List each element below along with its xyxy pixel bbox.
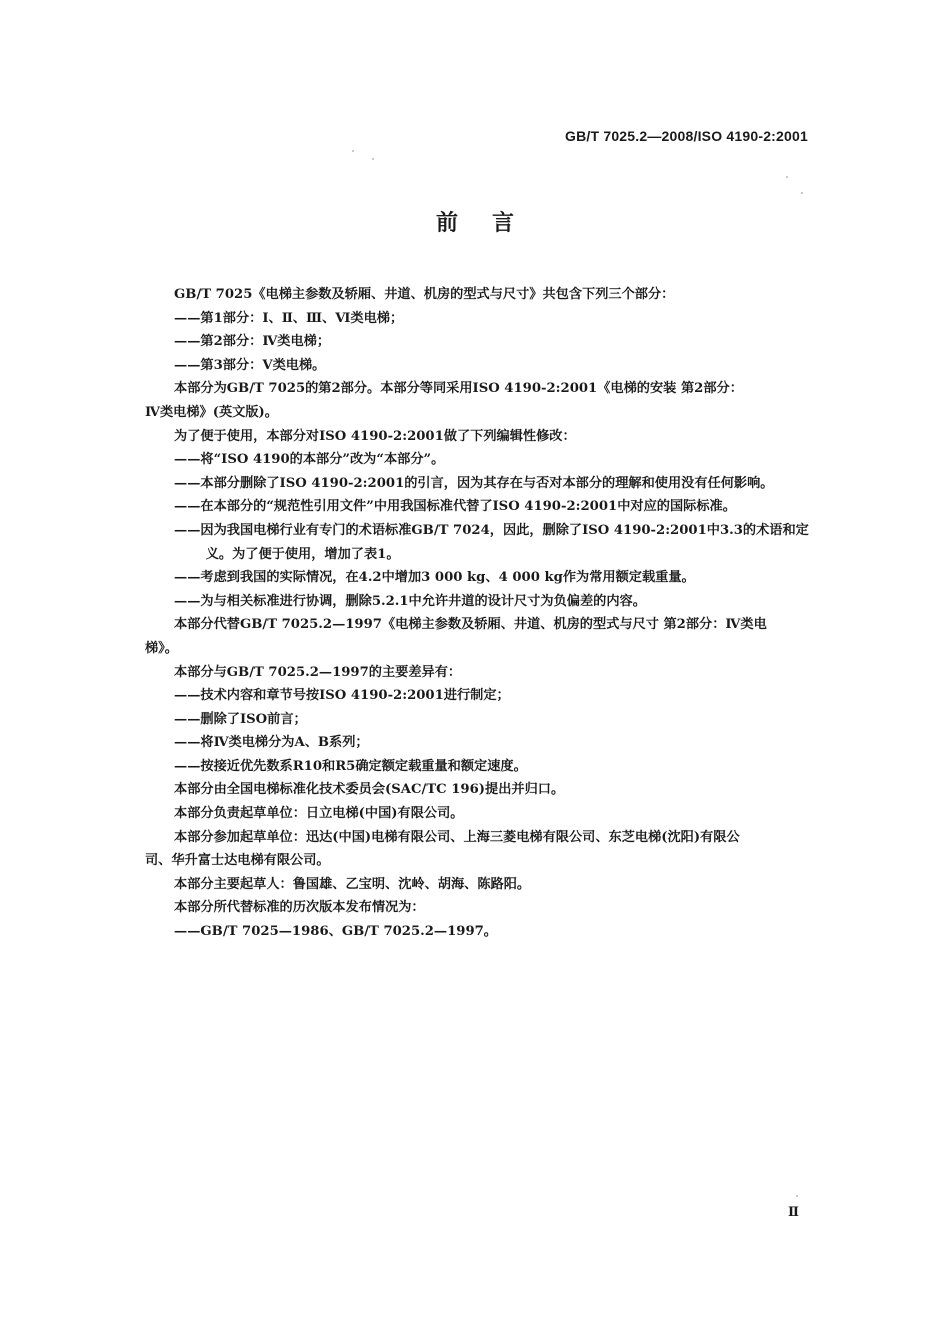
foreword-body (145, 283, 810, 944)
foreword-paragraph: ——将Ⅳ类电梯分为A、B系列； (174, 735, 369, 751)
foreword-paragraph: 本部分由全国电梯标准化技术委员会(SAC/TC 196)提出并归口。 (174, 782, 565, 798)
foreword-paragraph: ——技术内容和章节号按ISO 4190-2:2001进行制定； (174, 688, 510, 704)
foreword-paragraph: ——第2部分：Ⅳ类电梯； (174, 334, 331, 350)
foreword-paragraph: Ⅳ类电梯》(英文版)。 (145, 404, 278, 420)
foreword-paragraph: ——按接近优先数系R10和R5确定额定载重量和额定速度。 (174, 758, 527, 774)
foreword-paragraph: ——将“ISO 4190的本部分”改为“本部分”。 (174, 452, 445, 468)
scan-speck (372, 158, 374, 160)
foreword-paragraph: GB/T 7025《电梯主参数及轿厢、井道、机房的型式与尺寸》共包含下列三个部分： (174, 287, 675, 302)
foreword-paragraph: 本部分为GB/T 7025的第2部分。本部分等同采用ISO 4190-2:2001《电梯的安装 第2部分： (174, 381, 743, 397)
page-number: Ⅱ (788, 1205, 799, 1220)
foreword-paragraph: ——GB/T 7025—1986、GB/T 7025.2—1997。 (174, 924, 497, 940)
foreword-paragraph: ——第3部分：Ⅴ类电梯。 (174, 357, 326, 373)
foreword-paragraph: 本部分所代替标准的历次版本发布情况为： (174, 900, 425, 916)
foreword-paragraph: ——为与相关标准进行协调，删除5.2.1中允许井道的设计尺寸为负偏差的内容。 (174, 593, 646, 609)
foreword-paragraph: ——考虑到我国的实际情况，在4.2中增加3 000 kg、4 000 kg作为常用额定载重量。 (174, 570, 695, 586)
page-title: 前言 (435, 210, 548, 236)
foreword-paragraph: 本部分主要起草人：鲁国雄、乙宝明、沈岭、胡海、陈路阳。 (174, 876, 531, 892)
foreword-paragraph: ——因为我国电梯行业有专门的术语标准GB/T 7024，因此，删除了ISO 4190-2:2001中3.3的术语和定义。为了便于使用，增加了表1。 (174, 522, 809, 562)
foreword-paragraph: 本部分与GB/T 7025.2—1997的主要差异有： (174, 664, 462, 680)
foreword-paragraph: 梯》。 (145, 640, 178, 656)
standard-number-header: GB/T 7025.2—2008/ISO 4190-2:2001 (565, 128, 808, 144)
foreword-paragraph: ——第1部分：Ⅰ、Ⅱ、Ⅲ、Ⅵ类电梯； (174, 310, 404, 326)
foreword-paragraph: ——本部分删除了ISO 4190-2:2001的引言，因为其存在与否对本部分的理解和使用没有任何影响。 (174, 475, 774, 491)
foreword-paragraph: 本部分代替GB/T 7025.2—1997《电梯主参数及轿厢、井道、机房的型式与尺寸 第2部分：Ⅳ类电 (174, 617, 767, 633)
foreword-paragraph: 司、华升富士达电梯有限公司。 (145, 853, 330, 869)
foreword-paragraph: 本部分参加起草单位：迅达(中国)电梯有限公司、上海三菱电梯有限公司、东芝电梯(沈阳)有限公 (174, 829, 740, 845)
scan-speck (801, 192, 803, 194)
foreword-paragraph: ——在本部分的“规范性引用文件”中用我国标准代替了ISO 4190-2:2001中对应的国际标准。 (174, 499, 736, 515)
foreword-paragraph: 为了便于使用，本部分对ISO 4190-2:2001做了下列编辑性修改： (174, 428, 576, 444)
scan-speck (352, 150, 354, 152)
scan-speck (786, 176, 788, 178)
foreword-paragraph: ——删除了ISO前言； (174, 711, 307, 727)
scan-speck (796, 1195, 798, 1197)
foreword-paragraph: 本部分负责起草单位：日立电梯(中国)有限公司。 (174, 806, 464, 822)
